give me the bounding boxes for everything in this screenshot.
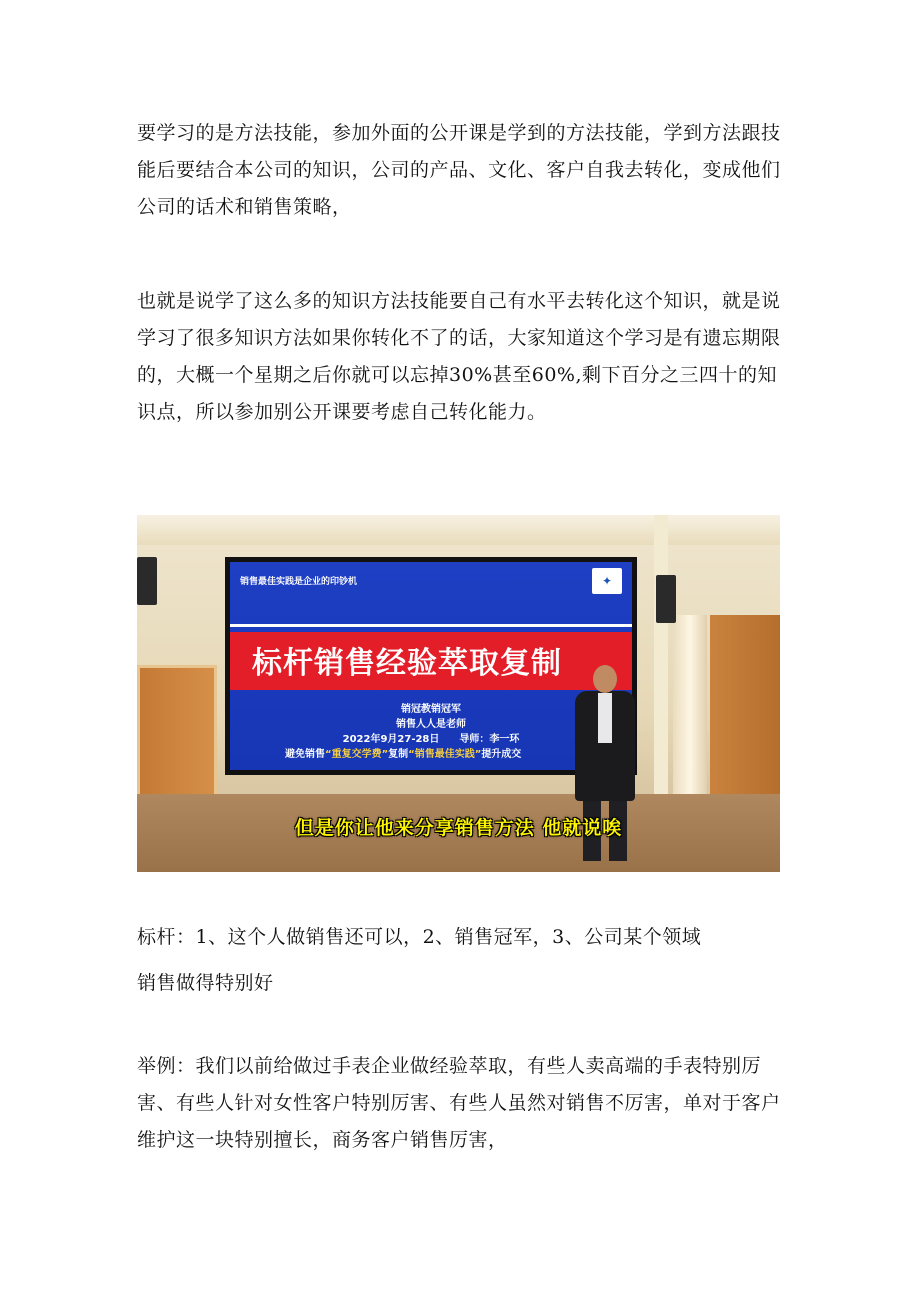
paragraph-example: 举例：我们以前给做过手表企业做经验萃取，有些人卖高端的手表特别厉害、有些人针对女性客户特别厉害、有些人虽然对销售不厉害，单对于客户维护这一块特别擅长，商务客户销售厉害， <box>137 1055 781 1151</box>
video-subtitle: 但是你让他来分享销售方法 他就说唉 <box>294 817 623 839</box>
screen-band-line <box>230 624 632 627</box>
loudspeaker-right <box>656 575 676 623</box>
screen-logo-icon: ✦ <box>592 568 622 594</box>
paragraph-forgetting: 也就是说学了这么多的知识方法技能要自己有水平去转化这个知识，就是说学习了很多知识方法如果你转化不了的话，大家知道这个学习是有遗忘期限的，大概一个星期之后你就可以忘掉30%甚至60%,剩下百分之三四十的知识点，所以参加别公开课要考虑自己转化能力。 <box>137 290 781 423</box>
screen-title: 标杆销售经验萃取复制 <box>252 646 562 681</box>
paragraph-benchmark: 标杆：1、这个人做销售还可以，2、销售冠军，3、公司某个领域 <box>137 926 702 948</box>
screen-line-3: 2022年9月27-28日 导师：李一环 <box>342 734 520 745</box>
screen-line-2: 销售人人是老师 <box>396 719 466 730</box>
screen-line-4: 避免销售“重复交学费”复制“销售最佳实践”提升成交 <box>285 749 522 760</box>
screen-line-1: 销冠教销冠军 <box>401 704 461 715</box>
paragraph-intro: 要学习的是方法技能，参加外面的公开课是学到的方法技能，学到方法跟技能后要结合本公司的知识，公司的产品、文化、客户自我去转化，变成他们公司的话术和销售策略， <box>137 122 781 218</box>
seminar-photo <box>137 515 780 872</box>
paragraph-benchmark-cont: 销售做得特别好 <box>137 972 274 994</box>
screen-top-text: 销售最佳实践是企业的印钞机 <box>240 577 358 587</box>
loudspeaker-left <box>137 557 157 605</box>
